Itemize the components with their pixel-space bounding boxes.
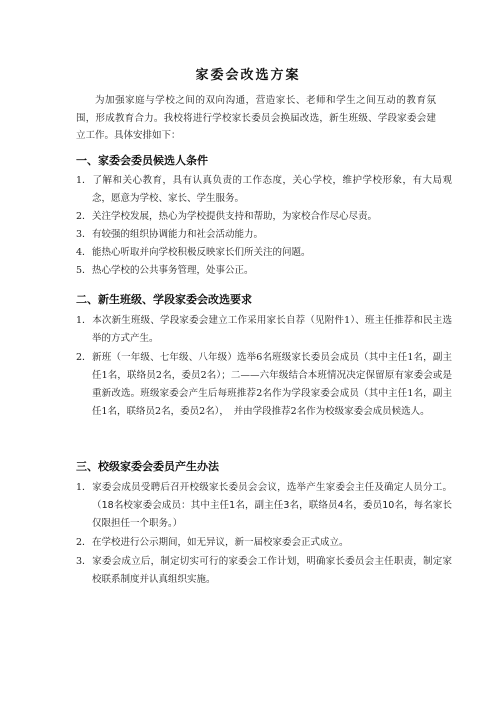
list-item <box>76 262 452 280</box>
item-number: 1． <box>76 315 92 326</box>
item-text: 新班（一年级、七年级、八年级）选举6名班级家长委员会成员（其中主任1名，副主任1名，联络员2名，委员2名）；二——六年级结合本班情况决定保留原有家委会或是重新改选。班级家委会产生后每班推荐2名作为学段家委会成员（其中主任1名，副主任1名，联络员2名，委员2名）， 并由学段推荐2名作为校级家委会成员候选人。 <box>92 352 452 417</box>
section-heading-2: 二、新生班级、学段家委会改选要求 <box>76 293 252 306</box>
section-heading-3: 三、校级家委会委员产生办法 <box>76 460 219 473</box>
list-item <box>76 172 452 208</box>
item-text: 家委会成员受聘后召开校级家长委员会会议，选举产生家委会主任及确定人员分工。 <box>92 482 452 493</box>
item-text: 有较强的组织协调能力和社会活动能力。 <box>92 229 264 240</box>
item-number: 5． <box>76 265 92 276</box>
item-number: 4． <box>76 247 92 258</box>
section-heading-1: 一、家委会委员候选人条件 <box>76 154 208 167</box>
item-number: 1． <box>76 482 92 493</box>
item-number: 3． <box>76 229 92 240</box>
intro-paragraph: 为加强家庭与学校之间的双向沟通，营造家长、老师和学生之间互动的教育氛围，形成教育合力。我校将进行学校家长委员会换届改选，新生班级、学段家委会建立工作。具体安排如下： <box>76 95 436 141</box>
item-text: 能热心听取并向学校积极反映家长们所关注的问题。 <box>92 247 311 258</box>
list-item <box>76 534 452 552</box>
item-text: 了解和关心教育，具有认真负责的工作态度，关心学校，维护学校形象，有大局观念，愿意为学校、家长、学生服务。 <box>92 175 452 204</box>
item-text: 热心学校的公共事务管理，处事公正。 <box>92 265 254 276</box>
item-text: 本次新生班级、学段家委会建立工作采用家长自荐（见附件1）、班主任推荐和民主选举的方式产生。 <box>92 315 452 344</box>
item-number: 1． <box>76 175 92 186</box>
list-item <box>76 312 452 348</box>
document-title: 家委会改选方案 <box>195 68 301 83</box>
item-text: 家委会成立后，制定切实可行的家委会工作计划，明确家长委员会主任职责，制定家校联系制度并认真组织实施。 <box>92 556 452 585</box>
item-number: 2． <box>76 211 92 222</box>
item-text: 关注学校发展，热心为学校提供支持和帮助，为家校合作尽心尽责。 <box>92 211 378 222</box>
item-text: 在学校进行公示期间，如无异议，新一届校家委会正式成立。 <box>92 537 349 548</box>
list-item <box>76 349 452 421</box>
list-item <box>76 244 452 262</box>
item-number: 2． <box>76 352 92 363</box>
list-item <box>76 479 452 533</box>
list-item <box>76 226 452 244</box>
item-number: 2． <box>76 537 92 548</box>
list-item <box>76 553 452 589</box>
list-item <box>76 208 452 226</box>
item-number: 3． <box>76 556 92 567</box>
item-note: （18名校家委会成员：其中主任1名，副主任3名，联络员4名，委员10名，每名家长仅限担任一个职务。） <box>92 500 452 529</box>
